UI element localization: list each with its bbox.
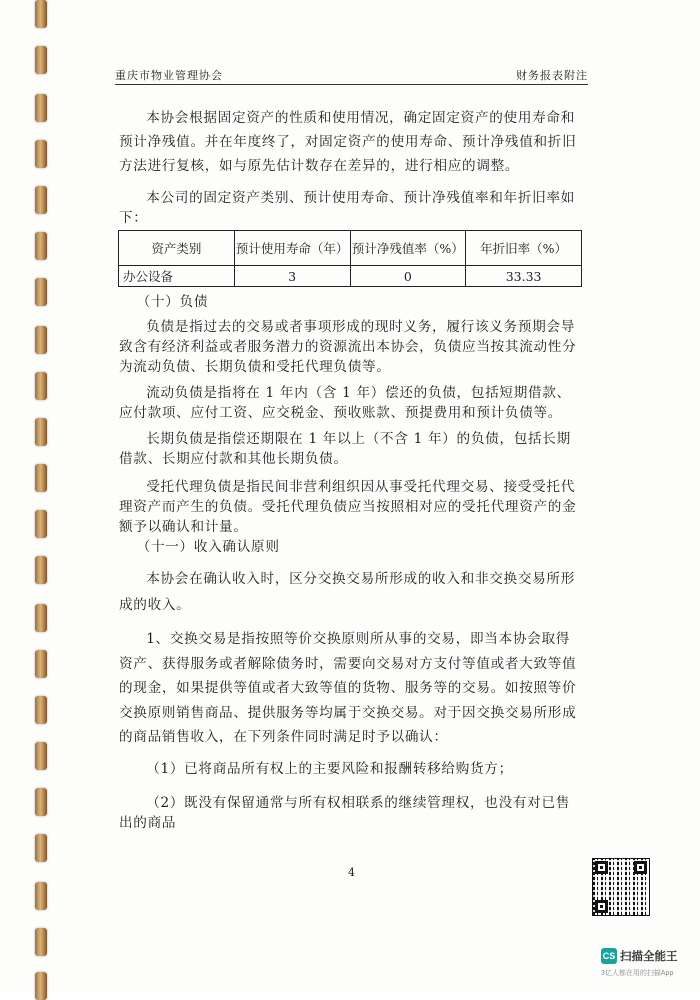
table-cell: 3	[234, 266, 350, 287]
scanner-app-name: 扫描全能王	[620, 951, 678, 963]
table-header-cell: 资产类别	[119, 231, 235, 266]
table-cell: 0	[350, 266, 466, 287]
page-number: 4	[348, 866, 355, 879]
camscanner-logo-icon: CS	[601, 948, 617, 964]
intro-paragraph-1: 本协会根据固定资产的性质和使用情况，确定固定资产的使用寿命和预计净残值。并在年度终了，对固定资产的使用寿命、预计净残值和折旧方法进行复核，如与原先估计数存在差异的，进行相应的调整。	[119, 110, 577, 174]
liabilities-paragraph-4: 受托代理负债是指民间非营利组织因从事受托代理交易、接受受托代理资产而产生的负债。受托代理负债应当按照相对应的受托代理资产的金额予以确认和计量。	[119, 479, 577, 535]
table-header-row	[119, 231, 582, 266]
revenue-paragraph-2: 1、交换交易是指按照等价交换原则所从事的交易，即当本协会取得资产、获得服务或者解除债务时，需要向交易对方支付等值或者大致等值的现金，如果提供等值或者大致等值的货物、服务等的交易。如按照等价交换原则销售商品、提供服务等均属于交换交易。对于因交换交易所形成的商品销售收入，在下列条件同时满足时予以确认：	[119, 631, 577, 745]
scanner-watermark	[601, 948, 678, 984]
intro-section	[119, 106, 581, 228]
table-header-cell: 年折旧率（%）	[466, 231, 582, 266]
scanner-tagline: 3亿人都在用的扫描App	[601, 970, 674, 977]
table-header-cell: 预计净残值率（%）	[350, 231, 466, 266]
page-header	[115, 66, 588, 85]
liabilities-section	[119, 292, 581, 537]
revenue-section	[119, 537, 581, 833]
table-cell: 33.33	[466, 266, 582, 287]
liabilities-paragraph-2: 流动负债是指将在 1 年内（含 1 年）偿还的负债，包括短期借款、应付款项、应付工资、应交税金、预收账款、预提费用和预计负债等。	[119, 385, 571, 421]
fixed-asset-table	[118, 230, 582, 287]
header-org: 重庆市物业管理协会	[115, 69, 223, 82]
liabilities-paragraph-3: 长期负债是指偿还期限在 1 年以上（不含 1 年）的负债，包括长期借款、长期应付款和其他长期负债。	[119, 431, 571, 467]
revenue-paragraph-1: 本协会在确认收入时，区分交换交易所形成的收入和非交换交易所形成的收入。	[119, 571, 575, 613]
table-header-cell: 预计使用寿命（年）	[234, 231, 350, 266]
intro-paragraph-2: 本公司的固定资产类别、预计使用寿命、预计净残值率和年折旧率如下：	[119, 190, 575, 226]
table-cell: 办公设备	[119, 266, 235, 287]
liabilities-heading: （十）负债	[136, 294, 209, 310]
qr-code	[592, 858, 650, 916]
revenue-heading: （十一）收入确认原则	[136, 539, 280, 555]
binding-holes	[33, 0, 55, 991]
liabilities-paragraph-1: 负债是指过去的交易或者事项形成的现时义务，履行该义务预期会导致含有经济利益或者服务潜力的资源流出本协会，负债应当按其流动性分为流动负债、长期负债和受托代理负债等。	[119, 319, 577, 375]
revenue-condition-1: （1）已将商品所有权上的主要风险和报酬转移给购货方；	[146, 760, 513, 777]
revenue-condition-2: （2）既没有保留通常与所有权相联系的继续管理权，也没有对已售出的商品	[119, 794, 571, 831]
table-row	[119, 266, 582, 287]
header-section: 财务报表附注	[516, 69, 588, 82]
